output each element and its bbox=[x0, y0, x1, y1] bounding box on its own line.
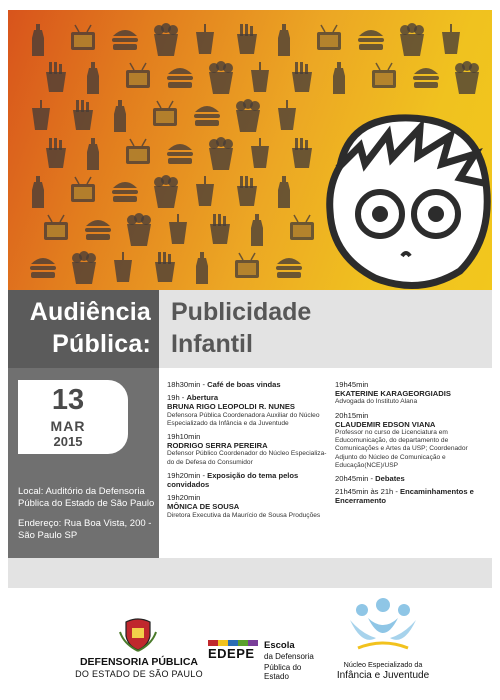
escola-line3: Pública do Estado bbox=[264, 663, 302, 681]
schedule-item: 19h20min - Exposição do tema pelos convidados bbox=[167, 470, 299, 490]
date-day: 13 bbox=[51, 384, 85, 416]
burger-icon bbox=[167, 68, 193, 88]
speaker-name: BRUNA RIGO LEOPOLDI R. NUNES bbox=[167, 402, 295, 412]
event-info-panel bbox=[8, 368, 159, 558]
fries-icon bbox=[73, 100, 93, 130]
schedule-item: 20h45min - Debates bbox=[335, 474, 405, 484]
date-year: 2015 bbox=[53, 434, 83, 449]
fries-icon bbox=[46, 62, 66, 92]
drink-cup-icon bbox=[169, 214, 187, 244]
fries-icon bbox=[210, 214, 230, 244]
soda-bottle-icon bbox=[87, 138, 99, 170]
burger-icon bbox=[85, 220, 111, 240]
hero-banner bbox=[8, 10, 492, 290]
drink-cup-icon bbox=[442, 24, 460, 54]
coat-of-arms-icon bbox=[118, 618, 158, 652]
fries-icon bbox=[46, 138, 66, 168]
tv-icon bbox=[153, 101, 177, 126]
popcorn-icon bbox=[209, 137, 233, 170]
soda-bottle-icon bbox=[87, 62, 99, 94]
location-text: Local: Auditório da Defensoria Pública do Estado de São Paulo bbox=[18, 486, 155, 509]
people-figures-icon bbox=[348, 598, 418, 654]
fries-icon bbox=[155, 252, 175, 282]
speaker-role: Professor no curso de Licenciatura em Educomunicação, do departamento de Comunicações e Artes da USP; Coordenador Adjunto do Núcleo de Comunicação e Educação(NCE)/USP bbox=[335, 429, 468, 469]
drink-cup-icon bbox=[32, 100, 50, 130]
title-right-panel bbox=[159, 290, 492, 368]
burger-icon bbox=[276, 258, 302, 278]
popcorn-icon bbox=[455, 61, 479, 94]
date-card bbox=[18, 380, 128, 454]
burger-icon bbox=[358, 30, 384, 50]
speaker-name: CLAUDEMIR EDSON VIANA bbox=[335, 419, 436, 429]
address-text: Endereço: Rua Boa Vista, 200 - São Paulo SP bbox=[18, 518, 152, 541]
tv-icon bbox=[44, 215, 68, 240]
footer-band bbox=[8, 558, 492, 588]
schedule-item: 21h45min às 21h - Encaminhamentos e Encerramento bbox=[335, 487, 474, 506]
popcorn-icon bbox=[154, 23, 178, 56]
schedule-time: 19h20min bbox=[167, 493, 201, 503]
title-publica: Pública: bbox=[52, 330, 151, 358]
soda-bottle-icon bbox=[251, 214, 263, 246]
title-infantil: Infantil bbox=[171, 330, 253, 358]
soda-bottle-icon bbox=[278, 24, 290, 56]
fries-icon bbox=[292, 62, 312, 92]
drink-cup-icon bbox=[251, 62, 269, 92]
tv-icon bbox=[126, 63, 150, 88]
defensoria-name-line1: DEFENSORIA PÚBLICA bbox=[79, 656, 199, 668]
burger-icon bbox=[112, 30, 138, 50]
drink-cup-icon bbox=[196, 24, 214, 54]
speaker-name: MÔNICA DE SOUSA bbox=[167, 502, 240, 512]
burger-icon bbox=[194, 106, 220, 126]
popcorn-icon bbox=[209, 61, 233, 94]
speaker-role: Diretora Executiva da Maurício de Sousa Produções bbox=[167, 511, 321, 519]
edepe-logo bbox=[208, 640, 328, 686]
fries-icon bbox=[237, 24, 257, 54]
speaker-name: EKATERINE KARAGEORGIADIS bbox=[335, 389, 451, 399]
escola-line2: da Defensoria bbox=[264, 652, 314, 661]
popcorn-icon bbox=[154, 175, 178, 208]
burger-icon bbox=[30, 258, 56, 278]
soda-bottle-icon bbox=[333, 62, 345, 94]
tv-icon bbox=[317, 25, 341, 50]
speaker-role: Defensor Público Coordenador do Núcleo Especializa-do de Defesa do Consumidor bbox=[167, 450, 327, 466]
tv-icon bbox=[126, 139, 150, 164]
tv-icon bbox=[71, 177, 95, 202]
title-audiencia: Audiência bbox=[29, 298, 151, 326]
fries-icon bbox=[237, 176, 257, 206]
defensoria-name-line2: DO ESTADO DE SÃO PAULO bbox=[75, 669, 203, 679]
title-publicidade: Publicidade bbox=[171, 298, 312, 326]
date-month: MAR bbox=[50, 418, 86, 434]
popcorn-icon bbox=[72, 251, 96, 284]
soda-bottle-icon bbox=[32, 176, 44, 208]
popcorn-icon bbox=[236, 99, 260, 132]
soda-bottle-icon bbox=[278, 176, 290, 208]
drink-cup-icon bbox=[196, 176, 214, 206]
soda-bottle-icon bbox=[32, 24, 44, 56]
schedule-column-left bbox=[167, 380, 327, 520]
schedule-column-right bbox=[335, 380, 487, 506]
popcorn-icon bbox=[127, 213, 151, 246]
nucleo-line2: Infância e Juventude bbox=[336, 670, 430, 681]
burger-icon bbox=[413, 68, 439, 88]
speaker-role: Defensora Pública Coordenadora Auxiliar do Núcleo Especializado da Infância e da Juventude bbox=[167, 411, 320, 427]
schedule-panel bbox=[159, 368, 492, 558]
nucleo-logo bbox=[328, 598, 438, 688]
popcorn-icon bbox=[400, 23, 424, 56]
drink-cup-icon bbox=[278, 100, 296, 130]
nucleo-line1: Núcleo Especializado da bbox=[343, 660, 423, 669]
fries-icon bbox=[292, 138, 312, 168]
schedule-item: 19h - Abertura bbox=[167, 393, 219, 403]
edepe-mark: EDEPE bbox=[208, 646, 255, 661]
speaker-role: Advogada do Instituto Alana bbox=[335, 398, 418, 406]
tv-icon bbox=[372, 63, 396, 88]
soda-bottle-icon bbox=[114, 100, 126, 132]
schedule-time: 20h15min bbox=[335, 410, 369, 420]
schedule-time: 19h45min bbox=[335, 380, 369, 389]
defensoria-logo bbox=[74, 618, 204, 684]
escola-line1: Escola bbox=[264, 640, 295, 651]
burger-icon bbox=[167, 144, 193, 164]
soda-bottle-icon bbox=[196, 252, 208, 284]
burger-icon bbox=[112, 182, 138, 202]
drink-cup-icon bbox=[251, 138, 269, 168]
drink-cup-icon bbox=[114, 252, 132, 282]
tv-icon bbox=[235, 253, 259, 278]
tv-icon bbox=[71, 25, 95, 50]
speaker-name: RODRIGO SERRA PEREIRA bbox=[167, 441, 268, 451]
schedule-time: 19h10min bbox=[167, 432, 201, 442]
title-left-panel bbox=[8, 290, 159, 368]
worried-child-face-illustration bbox=[310, 106, 492, 290]
schedule-item: 18h30min - Café de boas vindas bbox=[167, 380, 281, 389]
